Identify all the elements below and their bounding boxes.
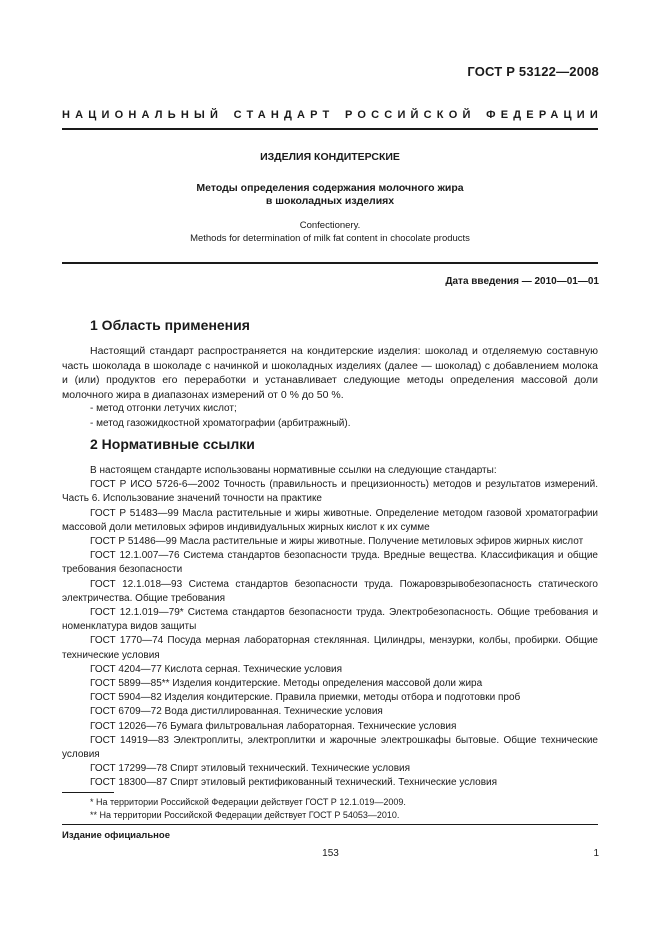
reference-item: ГОСТ 12.1.019—79* Система стандартов безопасности труда. Электробезопасность. Общие требования и номенклатура видов защиты bbox=[62, 607, 598, 633]
document-title: ИЗДЕЛИЯ КОНДИТЕРСКИЕ bbox=[260, 151, 400, 163]
reference-item: ГОСТ 5904—82 Изделия кондитерские. Правила приемки, методы отбора и подготовки проб bbox=[90, 692, 521, 704]
reference-item: ГОСТ 12.1.018—93 Система стандартов безопасности труда. Пожаровзрывобезопасность статического электричества. Общие требования bbox=[62, 578, 598, 604]
page-number: 153 bbox=[322, 848, 339, 859]
subtitle-line: в шоколадных изделиях bbox=[265, 195, 395, 207]
section-2-body bbox=[62, 464, 598, 791]
reference-item: ГОСТ Р 51486—99 Масла растительные и жиры животные. Получение метиловых эфиров жирных кислот bbox=[90, 536, 584, 548]
sheet-number: 1 bbox=[593, 848, 599, 859]
banner-word: СТАНДАРТ bbox=[233, 109, 335, 121]
section-2-heading: 2 Нормативные ссылки bbox=[90, 436, 255, 452]
reference-item: ГОСТ 12026—76 Бумага фильтровальная лабораторная. Технические условия bbox=[90, 720, 457, 732]
references-intro: В настоящем стандарте использованы нормативные ссылки на следующие стандарты: bbox=[90, 465, 497, 476]
reference-item: ГОСТ 17299—78 Спирт этиловый технический. Технические условия bbox=[90, 763, 411, 775]
reference-item: ГОСТ 12.1.007—76 Система стандартов безопасности труда. Вредные вещества. Классификация и общие требования безопасности bbox=[62, 550, 598, 576]
introduction-date: Дата введения — 2010—01—01 bbox=[445, 276, 599, 287]
method-item: - метод отгонки летучих кислот; bbox=[90, 403, 237, 414]
gost-number: ГОСТ Р 53122—2008 bbox=[467, 64, 599, 79]
method-item: - метод газожидкостной хроматографии (арбитражный). bbox=[90, 417, 351, 429]
banner-word: РОССИЙСКОЙ bbox=[345, 109, 476, 121]
footnotes bbox=[62, 796, 598, 822]
title-divider bbox=[62, 262, 598, 264]
reference-item: ГОСТ 1770—74 Посуда мерная лабораторная стеклянная. Цилиндры, мензурки, колбы, пробирки. Общие технические условия bbox=[62, 635, 598, 661]
english-title bbox=[62, 219, 598, 245]
reference-item: ГОСТ 14919—83 Электроплиты, электроплитки и жарочные электрошкафы бытовые. Общие технические условия bbox=[62, 734, 598, 761]
national-standard-banner bbox=[62, 109, 603, 121]
section-1-body bbox=[62, 344, 598, 431]
banner-word: НАЦИОНАЛЬНЫЙ bbox=[62, 109, 224, 121]
reference-item: ГОСТ 18300—87 Спирт этиловый ректификованный технический. Технические условия bbox=[90, 777, 498, 789]
subtitle-line: Методы определения содержания молочного жира bbox=[196, 182, 464, 194]
footnote: ** На территории Российской Федерации действует ГОСТ Р 54053—2010. bbox=[90, 810, 400, 820]
footnote-separator bbox=[62, 792, 114, 793]
reference-item: ГОСТ Р ИСО 5726-6—2002 Точность (правильность и прецизионность) методов и результатов измерений. Часть 6. Использование значений точности на практике bbox=[62, 479, 598, 505]
document-subtitle bbox=[62, 182, 598, 208]
english-title-line: Confectionery. bbox=[299, 220, 361, 231]
top-divider bbox=[62, 128, 598, 130]
section-1-heading: 1 Область применения bbox=[90, 317, 250, 333]
reference-item: ГОСТ 5899—85** Изделия кондитерские. Методы определения массовой доли жира bbox=[90, 678, 483, 690]
reference-item: ГОСТ 6709—72 Вода дистиллированная. Технические условия bbox=[90, 706, 383, 718]
banner-word: ФЕДЕРАЦИИ bbox=[486, 109, 603, 121]
official-edition-label: Издание официальное bbox=[62, 830, 170, 841]
reference-item: ГОСТ Р 51483—99 Масла растительные и жиры животные. Определение методом газовой хроматографии массовой доли метиловых эфиров индивидуальных жирных кислот к их сумме bbox=[62, 507, 598, 533]
english-title-line: Methods for determination of milk fat content in chocolate products bbox=[190, 233, 470, 244]
scope-paragraph: Настоящий стандарт распространяется на кондитерские изделия: шоколад и отделяемую составную часть шоколада в шоколаде с начинкой и шоколадных изделиях (далее — шоколад) с добавлением молока и (или) продуктов его переработки и устанавливает следующие методы определения массовой доли молочного жира в диапазонах измерений от 0 % до 50 %. bbox=[62, 345, 598, 401]
footnote: * На территории Российской Федерации действует ГОСТ Р 12.1.019—2009. bbox=[90, 797, 406, 807]
footer-divider bbox=[62, 824, 598, 825]
reference-item: ГОСТ 4204—77 Кислота серная. Технические условия bbox=[90, 663, 343, 675]
